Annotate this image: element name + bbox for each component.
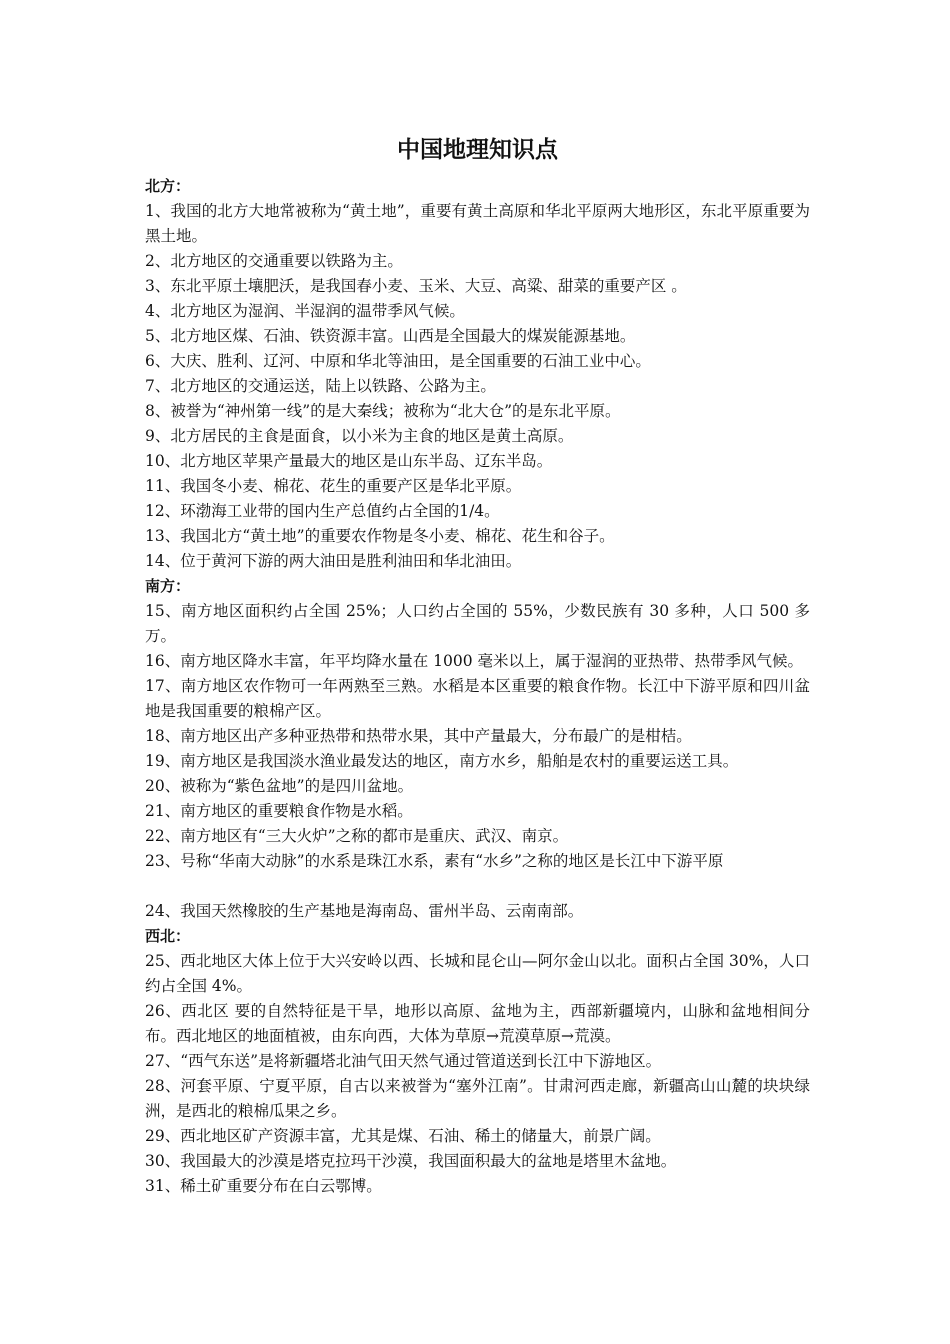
list-item: 2、北方地区的交通重要以铁路为主。 [145,252,403,270]
list-item: 3、东北平原土壤肥沃，是我国春小麦、玉米、大豆、高粱、甜菜的重要产区 。 [145,277,687,295]
list-item: 23、号称“华南大动脉”的水系是珠江水系，素有“水乡”之称的地区是长江中下游平原 [145,852,724,870]
list-item: 13、我国北方“黄土地”的重要农作物是冬小麦、棉花、花生和谷子。 [145,527,615,545]
list-item: 16、南方地区降水丰富，年平均降水量在 1000 毫米以上，属于湿润的亚热带、热带季风气候。 [145,652,804,670]
section-heading-south: 南方： [145,577,191,595]
list-item: 29、西北地区矿产资源丰富，尤其是煤、石油、稀土的储量大，前景广阔。 [145,1127,661,1145]
list-item: 31、稀土矿重要分布在白云鄂博。 [145,1177,382,1195]
list-item: 10、北方地区苹果产量最大的地区是山东半岛、辽东半岛。 [145,452,553,470]
list-item: 19、南方地区是我国淡水渔业最发达的地区，南方水乡，船舶是农村的重要运送工具。 [145,752,739,770]
list-item: 6、大庆、胜利、辽河、中原和华北等油田，是全国重要的石油工业中心。 [145,352,651,370]
list-item: 22、南方地区有“三大火炉”之称的都市是重庆、武汉、南京。 [145,827,569,845]
list-item: 7、北方地区的交通运送，陆上以铁路、公路为主。 [145,377,496,395]
list-item: 27、“西气东送”是将新疆塔北油气田天然气通过管道送到长江中下游地区。 [145,1052,662,1070]
list-item: 5、北方地区煤、石油、铁资源丰富。山西是全国最大的煤炭能源基地。 [145,327,636,345]
list-item: 26、西北区 要的自然特征是干旱，地形以高原、盆地为主，西部新疆境内，山脉和盆地相间分布。西北地区的地面植被，由东向西，大体为草原→荒漠草原→荒漠。 [145,1002,810,1045]
list-item: 1、我国的北方大地常被称为“黄土地”，重要有黄土高原和华北平原两大地形区，东北平原重要为黑土地。 [145,202,810,245]
list-item: 14、位于黄河下游的两大油田是胜利油田和华北油田。 [145,552,522,570]
list-item: 12、环渤海工业带的国内生产总值约占全国的1/4。 [145,502,500,520]
list-item: 15、南方地区面积约占全国 25%；人口约占全国的 55%，少数民族有 30 多种，人口 500 多万。 [145,602,810,645]
list-item: 9、北方居民的主食是面食，以小米为主食的地区是黄土高原。 [145,427,574,445]
list-item: 17、南方地区农作物可一年两熟至三熟。水稻是本区重要的粮食作物。长江中下游平原和四川盆地是我国重要的粮棉产区。 [145,677,810,720]
list-item: 8、被誉为“神州第一线”的是大秦线；被称为“北大仓”的是东北平原。 [145,402,621,420]
document-title: 中国地理知识点 [397,137,558,163]
list-item: 20、被称为“紫色盆地”的是四川盆地。 [145,777,414,795]
list-item: 24、我国天然橡胶的生产基地是海南岛、雷州半岛、云南南部。 [145,902,584,920]
list-item: 25、西北地区大体上位于大兴安岭以西、长城和昆仑山—阿尔金山以北。面积占全国 30%，人口约占全国 4%。 [145,952,810,995]
document-page [145,130,810,1199]
list-item: 18、南方地区出产多种亚热带和热带水果，其中产量最大，分布最广的是柑桔。 [145,727,692,745]
list-item: 30、我国最大的沙漠是塔克拉玛干沙漠，我国面积最大的盆地是塔里木盆地。 [145,1152,677,1170]
list-item: 4、北方地区为湿润、半湿润的温带季风气候。 [145,302,465,320]
section-heading-north: 北方： [145,177,191,195]
list-item: 11、我国冬小麦、棉花、花生的重要产区是华北平原。 [145,477,522,495]
section-heading-northwest: 西北： [145,927,191,945]
list-item: 28、河套平原、宁夏平原，自古以来被誉为“塞外江南”。甘肃河西走廊，新疆高山山麓的块块绿洲，是西北的粮棉瓜果之乡。 [145,1077,810,1120]
list-item: 21、南方地区的重要粮食作物是水稻。 [145,802,413,820]
blank-line [145,874,810,899]
